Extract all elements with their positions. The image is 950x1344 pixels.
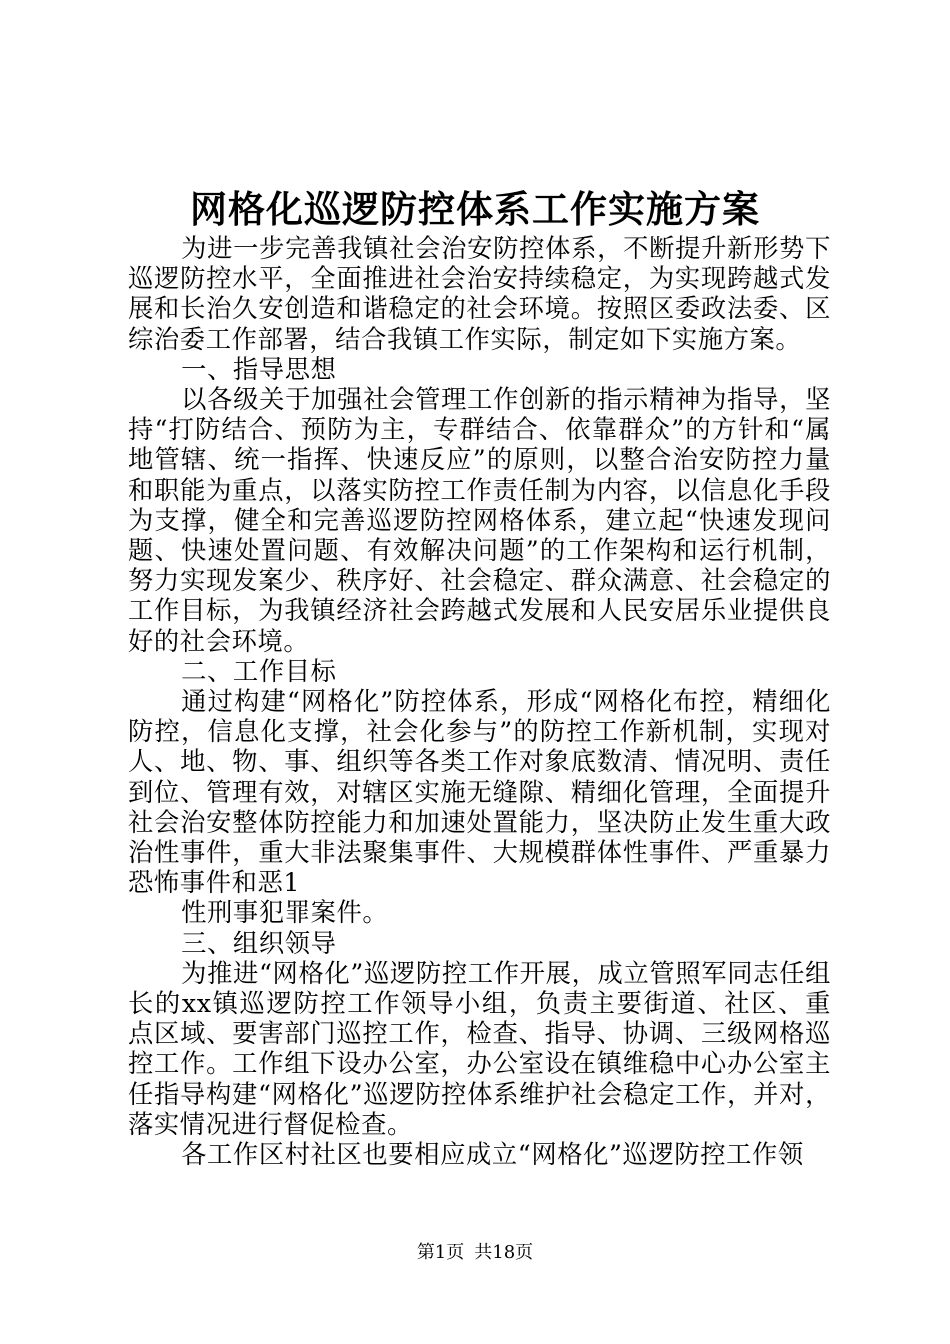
work-goals-paragraph: 通过构建“网格化”防控体系，形成“网格化布控，精细化防控，信息化支撑，社会化参与”的防控工作新机制，实现对人、地、物、事、组织等各类工作对象底数清、情况明、责任到位、管理有效，对辖区实施无缝隙、精细化管理，全面提升社会治安整体防控能力和加速处置能力，坚决防止发生重大政治性事件，重大非法聚集事件、大规模群体性事件、严重暴力恐怖事件和恶1	[128, 687, 831, 898]
document-body	[128, 234, 831, 1170]
section-heading-organization: 三、组织领导	[181, 928, 337, 958]
section-heading-work-goals: 二、工作目标	[181, 656, 337, 686]
section-heading-guiding-ideology: 一、指导思想	[181, 354, 337, 384]
page-footer	[0, 1240, 950, 1266]
organization-paragraph: 为推进“网格化”巡逻防控工作开展，成立管照军同志任组长的xx镇巡逻防控工作领导小组，负责主要街道、社区、重点区域、要害部门巡控工作，检查、指导、协调、三级网格巡控工作。工作组下设办公室，办公室设在镇维稳中心办公室主任指导构建“网格化”巡逻防控体系维护社会稳定工作，并对，落实情况进行督促检查。	[128, 958, 831, 1139]
organization-paragraph-2: 各工作区村社区也要相应成立“网格化”巡逻防控工作领	[181, 1140, 804, 1170]
work-goals-continuation: 性刑事犯罪案件。	[181, 898, 389, 928]
document-title: 网格化巡逻防控体系工作实施方案	[190, 187, 760, 231]
intro-paragraph: 为进一步完善我镇社会治安防控体系，不断提升新形势下巡逻防控水平，全面推进社会治安持续稳定，为实现跨越式发展和长治久安创造和谐稳定的社会环境。按照区委政法委、区综治委工作部署，结合我镇工作实际，制定如下实施方案。	[128, 234, 831, 354]
page-number: 第1页	[416, 1242, 465, 1263]
page-total: 共18页	[474, 1242, 534, 1263]
guiding-ideology-paragraph: 以各级关于加强社会管理工作创新的指示精神为指导，坚持“打防结合、预防为主，专群结合、依靠群众”的方针和“属地管辖、统一指挥、快速反应”的原则，以整合治安防控力量和职能为重点，以落实防控工作责任制为内容，以信息化手段为支撑，健全和完善巡逻防控网格体系，建立起“快速发现问题、快速处置问题、有效解决问题”的工作架构和运行机制，努力实现发案少、秩序好、社会稳定、群众满意、社会稳定的工作目标，为我镇经济社会跨越式发展和人民安居乐业提供良好的社会环境。	[128, 385, 831, 656]
